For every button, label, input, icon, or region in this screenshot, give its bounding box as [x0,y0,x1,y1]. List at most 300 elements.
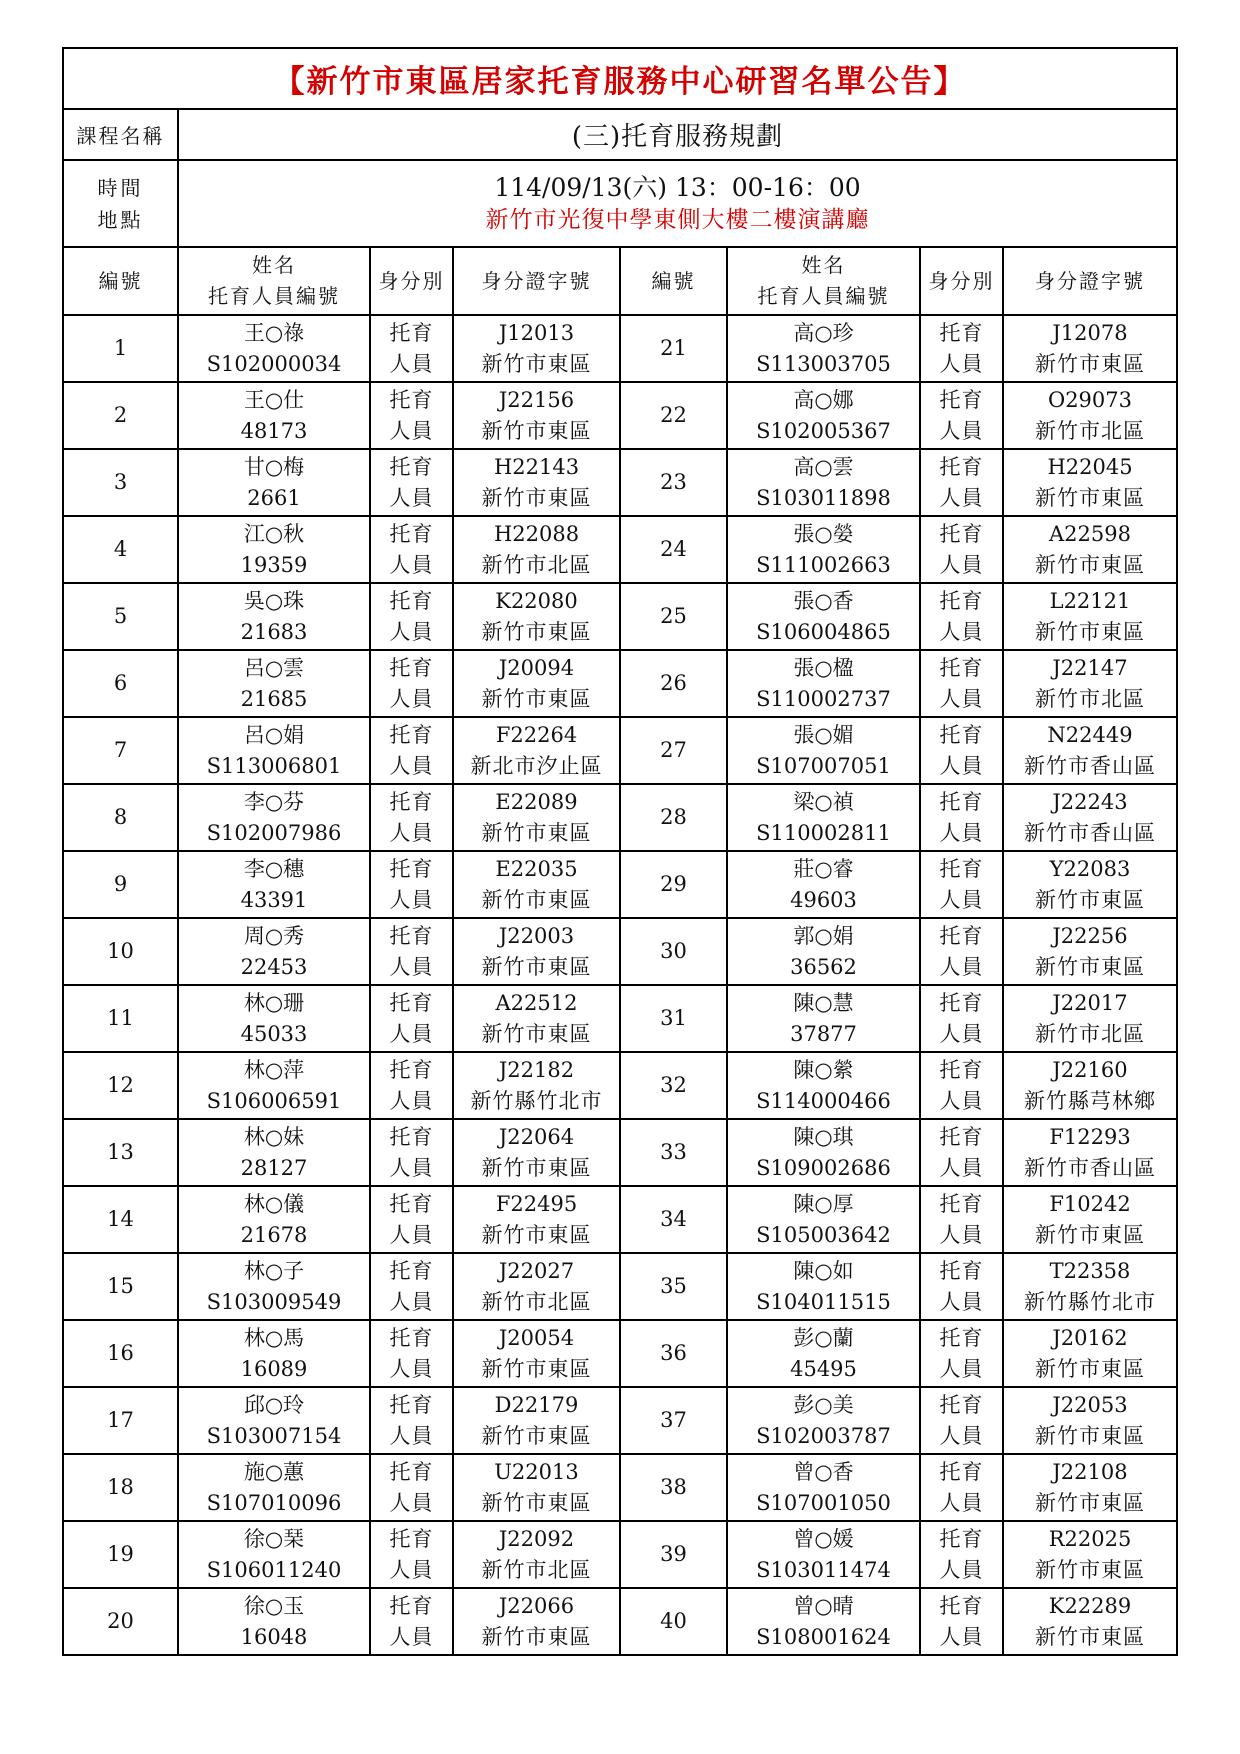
id-number: J12078 [1052,320,1128,345]
row-number: 24 [620,516,727,583]
name-cell [178,1320,370,1387]
time-location-label [63,160,178,247]
role-line-2: 人員 [939,954,984,979]
header-no: 編號 [620,247,727,315]
role-line-2: 人員 [389,887,434,912]
name-cell [178,315,370,382]
role-line-1: 托育 [939,454,984,479]
id-number: J22243 [1052,789,1128,814]
page-title: 【新竹市東區居家托育服務中心研習名單公告】 [63,48,1177,109]
id-number: H22045 [1047,454,1133,479]
staff-number: S113006801 [206,753,342,778]
id-number: F22495 [495,1191,578,1216]
header-name-label: 姓名 [252,253,296,277]
staff-number: 16048 [240,1624,308,1649]
role-cell [920,583,1003,650]
residence-area: 新竹縣芎林鄉 [1024,1088,1156,1113]
row-number: 25 [620,583,727,650]
id-cell [453,1588,620,1655]
role-line-1: 托育 [939,1459,984,1484]
row-number: 29 [620,851,727,918]
row-number: 32 [620,1052,727,1119]
name-cell [178,1387,370,1454]
role-line-2: 人員 [939,552,984,577]
id-number: R22025 [1048,1526,1132,1551]
person-name: 郭○娟 [793,923,854,948]
person-name: 林○萍 [243,1057,305,1082]
name-cell [727,1186,920,1253]
role-line-2: 人員 [389,753,434,778]
staff-number: 16089 [240,1356,308,1381]
person-name: 林○儀 [243,1191,305,1216]
row-number: 7 [63,717,178,784]
row-number: 6 [63,650,178,717]
row-number: 13 [63,1119,178,1186]
residence-area: 新竹縣竹北市 [470,1088,603,1113]
role-line-1: 托育 [389,789,434,814]
staff-number: S104011515 [756,1289,891,1314]
role-line-1: 托育 [389,1526,434,1551]
residence-area: 新竹市北區 [481,1557,592,1582]
row-number: 10 [63,918,178,985]
residence-area: 新竹市北區 [481,1289,592,1314]
header-id: 身分證字號 [1003,247,1177,315]
id-number: N22449 [1047,722,1133,747]
person-name: 王○仕 [243,387,305,412]
id-cell [453,1454,620,1521]
table-row [63,717,1177,784]
role-cell [370,516,453,583]
residence-area: 新竹市東區 [1035,1423,1145,1448]
id-cell [1003,1052,1177,1119]
id-number: J22160 [1052,1057,1128,1082]
staff-number: 49603 [790,887,857,912]
id-number: H22143 [493,454,580,479]
id-number: J12013 [498,320,575,345]
id-number: E22089 [495,789,578,814]
staff-number: S103011474 [756,1557,891,1582]
table-row [63,918,1177,985]
person-name: 徐○琹 [243,1526,305,1551]
name-cell [178,985,370,1052]
name-cell [727,784,920,851]
role-line-2: 人員 [389,1088,434,1113]
person-name: 呂○娟 [243,722,305,747]
table-row [63,1119,1177,1186]
id-number: F12293 [1049,1124,1131,1149]
residence-area: 新竹市香山區 [1024,1155,1156,1180]
staff-number: S108001624 [756,1624,891,1649]
id-cell [1003,1320,1177,1387]
id-cell [453,382,620,449]
person-name: 陳○縈 [793,1057,854,1082]
residence-area: 新竹市東區 [1035,1490,1145,1515]
staff-number: S105003642 [756,1222,891,1247]
role-cell [370,1588,453,1655]
table-row [63,1186,1177,1253]
role-cell [920,1186,1003,1253]
header-staff-no-label: 托育人員編號 [757,284,890,308]
role-line-1: 托育 [939,1325,984,1350]
staff-number: 2661 [247,485,301,510]
id-number: K22080 [495,588,578,613]
person-name: 陳○慧 [793,990,854,1015]
role-cell [370,1052,453,1119]
table-row [63,1253,1177,1320]
staff-number: S106006591 [206,1088,342,1113]
id-cell [453,1387,620,1454]
role-line-1: 托育 [389,655,434,680]
name-cell [727,1320,920,1387]
role-line-1: 托育 [389,1392,434,1417]
person-name: 彭○蘭 [793,1325,854,1350]
table-row [63,784,1177,851]
role-line-2: 人員 [389,351,434,376]
id-cell [453,449,620,516]
staff-number: S107007051 [756,753,891,778]
residence-area: 新竹市東區 [481,418,592,443]
header-no: 編號 [63,247,178,315]
name-cell [178,449,370,516]
id-cell [1003,1186,1177,1253]
role-line-2: 人員 [389,418,434,443]
role-cell [370,1186,453,1253]
role-line-1: 托育 [389,1258,434,1283]
staff-number: S110002737 [756,686,891,711]
id-cell [453,1521,620,1588]
roster-table [62,47,1178,1656]
person-name: 林○馬 [243,1325,305,1350]
header-name [178,247,370,315]
person-name: 甘○梅 [243,454,305,479]
person-name: 呂○雲 [243,655,305,680]
header-name [727,247,920,315]
person-name: 周○秀 [243,923,305,948]
residence-area: 新竹市東區 [481,1155,592,1180]
person-name: 高○雲 [793,454,854,479]
table-row [63,583,1177,650]
staff-number: S102007986 [206,820,342,845]
role-line-1: 托育 [389,1191,434,1216]
role-line-1: 托育 [939,923,984,948]
role-cell [920,851,1003,918]
role-cell [920,1320,1003,1387]
id-cell [1003,449,1177,516]
row-number: 3 [63,449,178,516]
role-line-2: 人員 [389,1155,434,1180]
id-number: J22003 [498,923,575,948]
role-line-2: 人員 [389,1289,434,1314]
person-name: 吳○珠 [243,588,305,613]
role-line-2: 人員 [939,418,984,443]
residence-area: 新竹市東區 [481,1021,592,1046]
id-cell [1003,516,1177,583]
role-line-2: 人員 [939,351,984,376]
staff-number: S103009549 [206,1289,342,1314]
staff-number: S107010096 [206,1490,342,1515]
role-line-1: 托育 [939,1258,984,1283]
name-cell [178,1119,370,1186]
name-cell [178,918,370,985]
id-number: J22092 [498,1526,575,1551]
row-number: 8 [63,784,178,851]
role-cell [920,1454,1003,1521]
course-label: 課程名稱 [63,109,178,160]
role-line-1: 托育 [389,990,434,1015]
role-line-2: 人員 [939,686,984,711]
id-cell [453,717,620,784]
id-number: J22064 [498,1124,575,1149]
staff-number: 45033 [240,1021,308,1046]
person-name: 莊○睿 [793,856,854,881]
id-cell [453,1052,620,1119]
staff-number: 19359 [240,552,308,577]
id-number: L22121 [1049,588,1131,613]
role-cell [370,1119,453,1186]
id-cell [1003,382,1177,449]
id-cell [1003,784,1177,851]
role-line-2: 人員 [389,552,434,577]
role-line-1: 托育 [389,1593,434,1618]
role-cell [920,650,1003,717]
name-cell [727,516,920,583]
role-line-2: 人員 [939,820,984,845]
role-line-2: 人員 [389,1222,434,1247]
role-line-1: 托育 [939,521,984,546]
residence-area: 新竹市東區 [481,1624,592,1649]
id-cell [453,583,620,650]
role-line-1: 托育 [389,1124,434,1149]
role-line-2: 人員 [389,1490,434,1515]
role-line-1: 托育 [939,856,984,881]
role-line-1: 托育 [389,588,434,613]
role-line-1: 托育 [939,1191,984,1216]
role-line-1: 托育 [389,722,434,747]
name-cell [727,851,920,918]
staff-number: 43391 [240,887,308,912]
role-line-1: 托育 [939,1526,984,1551]
role-line-2: 人員 [389,1021,434,1046]
residence-area: 新竹市北區 [481,552,592,577]
residence-area: 新竹市東區 [1035,552,1145,577]
row-number: 17 [63,1387,178,1454]
person-name: 陳○厚 [793,1191,854,1216]
name-cell [178,650,370,717]
row-number: 38 [620,1454,727,1521]
residence-area: 新竹市東區 [1035,1222,1145,1247]
residence-area: 新竹市北區 [1035,686,1145,711]
role-cell [920,516,1003,583]
row-number: 31 [620,985,727,1052]
id-number: E22035 [495,856,578,881]
role-line-1: 托育 [939,1124,984,1149]
residence-area: 新竹市東區 [481,954,592,979]
table-row [63,851,1177,918]
staff-number: 21683 [240,619,308,644]
row-number: 2 [63,382,178,449]
person-name: 李○穗 [243,856,305,881]
id-cell [453,650,620,717]
role-cell [920,382,1003,449]
staff-number: S111002663 [756,552,891,577]
role-line-2: 人員 [389,485,434,510]
table-row [63,516,1177,583]
table-row [63,1052,1177,1119]
id-cell [453,1186,620,1253]
row-number: 37 [620,1387,727,1454]
row-number: 4 [63,516,178,583]
id-number: J22027 [498,1258,575,1283]
time-location-cell [178,160,1177,247]
role-line-1: 托育 [939,320,984,345]
table-row [63,1454,1177,1521]
name-cell [178,1454,370,1521]
role-line-1: 托育 [939,1593,984,1618]
id-cell [1003,851,1177,918]
name-cell [727,449,920,516]
role-cell [370,1454,453,1521]
role-line-1: 托育 [389,1057,434,1082]
row-number: 12 [63,1052,178,1119]
staff-number: 21678 [240,1222,308,1247]
id-number: D22179 [494,1392,579,1417]
role-cell [920,1387,1003,1454]
id-cell [1003,985,1177,1052]
residence-area: 新竹市東區 [481,887,592,912]
role-line-2: 人員 [939,1021,984,1046]
table-row [63,1588,1177,1655]
name-cell [178,516,370,583]
id-cell [1003,1253,1177,1320]
table-row [63,1521,1177,1588]
row-number: 5 [63,583,178,650]
person-name: 高○娜 [793,387,854,412]
table-row [63,1387,1177,1454]
staff-number: 21685 [240,686,308,711]
name-cell [178,1521,370,1588]
role-line-2: 人員 [389,820,434,845]
role-cell [370,650,453,717]
name-cell [178,717,370,784]
id-number: F10242 [1049,1191,1131,1216]
row-number: 11 [63,985,178,1052]
role-cell [920,717,1003,784]
role-line-1: 托育 [939,1392,984,1417]
location-label: 地點 [97,207,144,232]
row-number: 14 [63,1186,178,1253]
name-cell [727,1387,920,1454]
person-name: 施○蕙 [243,1459,305,1484]
row-number: 23 [620,449,727,516]
id-number: J22017 [1052,990,1128,1015]
name-cell [727,1521,920,1588]
role-cell [370,315,453,382]
id-number: F22264 [495,722,578,747]
role-line-2: 人員 [389,1557,434,1582]
role-line-2: 人員 [939,1356,984,1381]
role-line-1: 托育 [939,990,984,1015]
id-cell [1003,918,1177,985]
name-cell [727,1588,920,1655]
role-line-1: 托育 [939,655,984,680]
staff-number: 22453 [240,954,308,979]
role-line-2: 人員 [939,1155,984,1180]
role-cell [370,1387,453,1454]
table-row [63,315,1177,382]
id-number: H22088 [493,521,580,546]
role-line-1: 托育 [389,454,434,479]
id-number: J20054 [498,1325,575,1350]
residence-area: 新竹市東區 [481,619,592,644]
id-number: A22512 [495,990,578,1015]
role-line-1: 托育 [939,588,984,613]
name-cell [178,851,370,918]
role-cell [920,1119,1003,1186]
name-cell [727,1052,920,1119]
role-line-2: 人員 [389,619,434,644]
role-cell [370,717,453,784]
id-number: J22147 [1052,655,1128,680]
person-name: 張○楹 [793,655,854,680]
role-cell [920,1588,1003,1655]
row-number: 22 [620,382,727,449]
id-cell [453,1253,620,1320]
role-line-1: 托育 [389,387,434,412]
residence-area: 新竹縣竹北市 [1024,1289,1156,1314]
role-cell [920,315,1003,382]
staff-number: S113003705 [756,351,891,376]
person-name: 王○祿 [243,320,305,345]
name-cell [727,985,920,1052]
residence-area: 新竹市香山區 [1024,820,1156,845]
role-line-2: 人員 [939,1490,984,1515]
row-number: 16 [63,1320,178,1387]
residence-area: 新竹市北區 [1035,418,1145,443]
role-cell [370,1253,453,1320]
role-line-2: 人員 [939,1222,984,1247]
row-number: 18 [63,1454,178,1521]
id-cell [453,1119,620,1186]
person-name: 林○子 [243,1258,305,1283]
role-line-1: 托育 [389,856,434,881]
person-name: 陳○琪 [793,1124,854,1149]
staff-number: 28127 [240,1155,308,1180]
person-name: 曾○香 [793,1459,854,1484]
role-line-1: 托育 [389,1325,434,1350]
role-line-1: 托育 [389,521,434,546]
role-line-2: 人員 [939,753,984,778]
residence-area: 新竹市香山區 [1024,753,1156,778]
row-number: 28 [620,784,727,851]
name-cell [178,1052,370,1119]
id-number: J20162 [1052,1325,1128,1350]
name-cell [178,382,370,449]
role-cell [370,784,453,851]
staff-number: S103011898 [756,485,891,510]
row-number: 26 [620,650,727,717]
role-cell [370,851,453,918]
role-line-2: 人員 [939,1423,984,1448]
role-line-2: 人員 [939,1624,984,1649]
id-cell [1003,583,1177,650]
id-number: U22013 [494,1459,579,1484]
name-cell [727,1119,920,1186]
role-cell [370,449,453,516]
role-line-1: 托育 [389,923,434,948]
role-cell [920,985,1003,1052]
location-value: 新竹市光復中學東側大樓二樓演講廳 [485,206,870,233]
id-number: T22358 [1049,1258,1131,1283]
